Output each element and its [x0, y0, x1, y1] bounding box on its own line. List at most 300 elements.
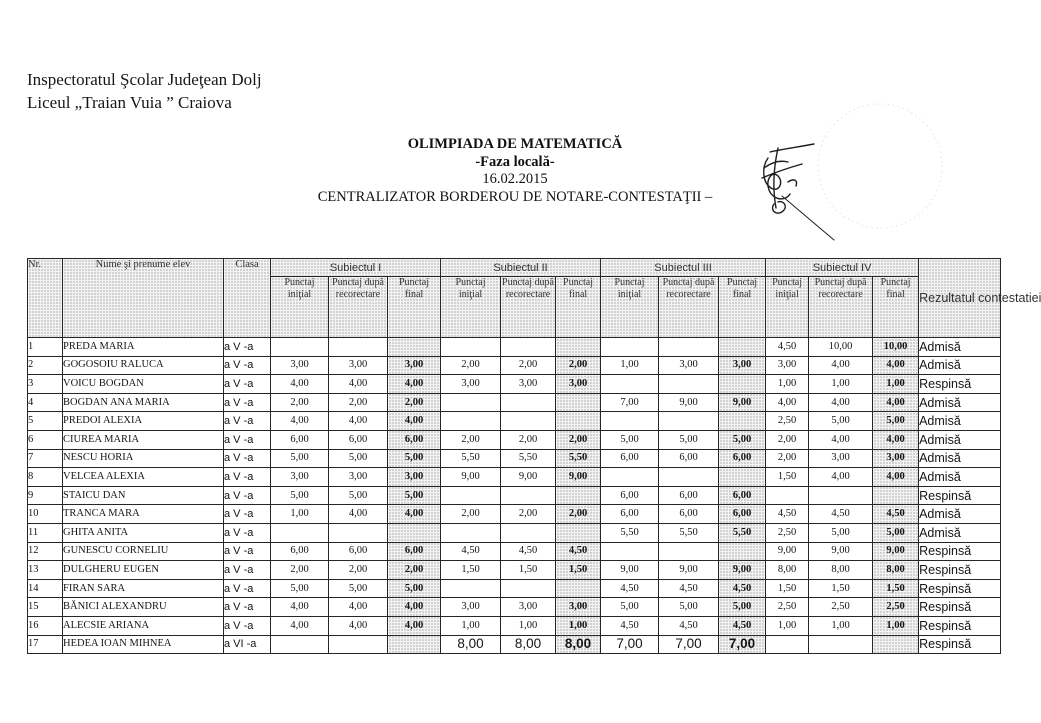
- student-name: DULGHERU EUGEN: [63, 561, 224, 580]
- appeal-result: Admisă: [919, 505, 1001, 524]
- class-level: a V -a: [224, 561, 271, 580]
- class-level: a V -a: [224, 393, 271, 412]
- subject-3-initial-score: [601, 375, 659, 394]
- subject-4-final-score: 2,50: [873, 598, 919, 617]
- subject-1-initial-score: 5,00: [271, 486, 329, 505]
- document-title: [255, 136, 775, 207]
- subject-2-final-score: 8,00: [556, 635, 601, 654]
- subject-3-final-score: 6,00: [719, 449, 766, 468]
- row-number: 2: [28, 356, 63, 375]
- subject-3-recorrected-score: [659, 542, 719, 561]
- subject-2-initial-score: [441, 338, 501, 357]
- subject-2-final-score: 5,50: [556, 449, 601, 468]
- subject-1-final-score: 4,00: [388, 412, 441, 431]
- subject-3-final-score: 5,00: [719, 598, 766, 617]
- subject-3-initial-score: [601, 468, 659, 487]
- appeal-result: Admisă: [919, 338, 1001, 357]
- competition-phase: -Faza locală-: [475, 153, 555, 170]
- subject-2-initial-score: [441, 579, 501, 598]
- subject-3-recorrected-score: 6,00: [659, 486, 719, 505]
- subject-3-final-score: 6,00: [719, 486, 766, 505]
- subject-1-initial-score: 2,00: [271, 393, 329, 412]
- row-number: 8: [28, 468, 63, 487]
- subject-3-recorrected-score: [659, 338, 719, 357]
- table-row: [28, 542, 1001, 561]
- row-number: 17: [28, 635, 63, 654]
- student-name: PREDA MARIA: [63, 338, 224, 357]
- subject-4-initial-score: [766, 486, 809, 505]
- class-level: a V -a: [224, 356, 271, 375]
- header-line: Punctaj după: [502, 277, 554, 288]
- subject-4-initial-score: 1,50: [766, 468, 809, 487]
- subject-1-final-score: 5,00: [388, 579, 441, 598]
- student-name: GUNESCU CORNELIU: [63, 542, 224, 561]
- class-level: a V -a: [224, 598, 271, 617]
- subject-3-recorrected-score: 4,50: [659, 616, 719, 635]
- subject-4-final-score: [873, 635, 919, 654]
- subject-1-final-score: 4,00: [388, 375, 441, 394]
- table-row: [28, 412, 1001, 431]
- subject-2-final-score: [556, 338, 601, 357]
- subject-2-recorrected-score: [501, 486, 556, 505]
- handwritten-signature: [748, 138, 840, 244]
- student-name: GHITA ANITA: [63, 523, 224, 542]
- row-number: 4: [28, 393, 63, 412]
- subject-4-initial-score: 8,00: [766, 561, 809, 580]
- row-number: 13: [28, 561, 63, 580]
- student-name: VOICU BOGDAN: [63, 375, 224, 394]
- row-number: 5: [28, 412, 63, 431]
- subject-4-initial-score: 4,50: [766, 505, 809, 524]
- score-table: [27, 258, 1041, 654]
- subject-2-initial-score: 5,50: [441, 449, 501, 468]
- subject-1-initial-score: 5,00: [271, 449, 329, 468]
- subject-4-recorrected-score: 10,00: [809, 338, 873, 357]
- appeal-result: Respinsă: [919, 579, 1001, 598]
- subject-1-recorrected-score: 2,00: [329, 561, 388, 580]
- subject-3-initial-score: 9,00: [601, 561, 659, 580]
- subject-2-recorrected-score: 1,00: [501, 616, 556, 635]
- subject-1-final-score: 2,00: [388, 393, 441, 412]
- subject-1-recorrected-score: 4,00: [329, 598, 388, 617]
- subject-1-initial-score: 2,00: [271, 561, 329, 580]
- subject-2-initial-score: 3,00: [441, 375, 501, 394]
- header-line: Punctaj: [284, 277, 315, 288]
- student-name: STAICU DAN: [63, 486, 224, 505]
- subject-4-final-score: 5,00: [873, 523, 919, 542]
- class-level: a V -a: [224, 616, 271, 635]
- class-level: a V -a: [224, 375, 271, 394]
- subject-3-initial-score: 6,00: [601, 449, 659, 468]
- appeal-result: Admisă: [919, 468, 1001, 487]
- subject-2-final-score: [556, 523, 601, 542]
- school-name: Liceul „Traian Vuia ” Craiova: [27, 93, 232, 112]
- subject-1-final-score: 5,00: [388, 449, 441, 468]
- subject-4-initial-score: 1,00: [766, 375, 809, 394]
- subject-2-recorrected-score: 2,00: [501, 505, 556, 524]
- class-level: a V -a: [224, 338, 271, 357]
- header-line: Punctaj: [880, 277, 911, 288]
- subject-1-final-score: 6,00: [388, 542, 441, 561]
- subject-1-initial-score: 6,00: [271, 430, 329, 449]
- header-line: iniţial: [287, 289, 312, 300]
- subject-4-initial-score: 1,50: [766, 579, 809, 598]
- appeal-result: Admisă: [919, 449, 1001, 468]
- header-line: Punctaj: [563, 277, 594, 288]
- subject-3-final-score: [719, 412, 766, 431]
- subject-1-recorrected-score: 6,00: [329, 430, 388, 449]
- subject-2-initial-score: 1,50: [441, 561, 501, 580]
- subject-4-recorrected-score: 8,00: [809, 561, 873, 580]
- subject-2-final-score: [556, 412, 601, 431]
- subject-4-recorrected-score: 1,00: [809, 375, 873, 394]
- header-subject-1-final: [388, 277, 441, 338]
- header-line: iniţial: [458, 289, 483, 300]
- subject-2-final-score: 1,50: [556, 561, 601, 580]
- header-line: final: [404, 289, 424, 300]
- header-line: iniţial: [617, 289, 642, 300]
- subject-4-final-score: 9,00: [873, 542, 919, 561]
- table-row: [28, 523, 1001, 542]
- subject-4-recorrected-score: 4,50: [809, 505, 873, 524]
- subject-1-recorrected-score: [329, 635, 388, 654]
- header-subject-2-initial: [441, 277, 501, 338]
- header-line: Punctaj: [727, 277, 758, 288]
- subject-4-initial-score: 4,50: [766, 338, 809, 357]
- subject-3-final-score: 6,00: [719, 505, 766, 524]
- subject-2-initial-score: 2,00: [441, 505, 501, 524]
- subject-4-final-score: 3,00: [873, 449, 919, 468]
- subject-1-final-score: 3,00: [388, 356, 441, 375]
- competition-title: OLIMPIADA DE MATEMATICĂ: [407, 136, 623, 152]
- header-subject-3-initial: [601, 277, 659, 338]
- subject-1-recorrected-score: 3,00: [329, 356, 388, 375]
- subject-2-initial-score: 3,00: [441, 598, 501, 617]
- table-row: [28, 430, 1001, 449]
- row-number: 1: [28, 338, 63, 357]
- subject-2-recorrected-score: 9,00: [501, 468, 556, 487]
- document-name: CENTRALIZATOR BORDEROU DE NOTARE-CONTESTAŢII –: [317, 189, 713, 206]
- header-line: final: [886, 289, 905, 300]
- header-nr: Nr.: [28, 259, 63, 338]
- header-line: recorectare: [666, 289, 711, 300]
- subject-1-recorrected-score: 4,00: [329, 616, 388, 635]
- subject-3-initial-score: 5,00: [601, 598, 659, 617]
- subject-3-final-score: [719, 375, 766, 394]
- header-line: Punctaj: [399, 277, 429, 288]
- row-number: 3: [28, 375, 63, 394]
- table-row: [28, 579, 1001, 598]
- header-subject-4-final: [873, 277, 919, 338]
- row-number: 15: [28, 598, 63, 617]
- subject-2-initial-score: 1,00: [441, 616, 501, 635]
- subject-2-final-score: 3,00: [556, 598, 601, 617]
- student-name: HEDEA IOAN MIHNEA: [63, 635, 224, 654]
- subject-1-final-score: 5,00: [388, 486, 441, 505]
- header-line: Punctaj: [455, 277, 486, 288]
- header-class: Clasa: [224, 259, 271, 338]
- subject-2-recorrected-score: [501, 523, 556, 542]
- student-name: BĂNICI ALEXANDRU: [63, 598, 224, 617]
- subject-4-recorrected-score: 1,50: [809, 579, 873, 598]
- class-level: a V -a: [224, 523, 271, 542]
- subject-1-initial-score: 4,00: [271, 412, 329, 431]
- subject-4-initial-score: [766, 635, 809, 654]
- subject-3-final-score: [719, 468, 766, 487]
- appeal-result: Respinsă: [919, 486, 1001, 505]
- subject-1-recorrected-score: 4,00: [329, 375, 388, 394]
- subject-3-initial-score: 4,50: [601, 579, 659, 598]
- student-name: ALECSIE ARIANA: [63, 616, 224, 635]
- student-name: BOGDAN ANA MARIA: [63, 393, 224, 412]
- subject-4-final-score: 10,00: [873, 338, 919, 357]
- class-level: a V -a: [224, 468, 271, 487]
- subject-1-final-score: 4,00: [388, 616, 441, 635]
- subject-3-initial-score: 7,00: [601, 393, 659, 412]
- subject-1-recorrected-score: 6,00: [329, 542, 388, 561]
- subject-3-initial-score: [601, 412, 659, 431]
- subject-3-final-score: 3,00: [719, 356, 766, 375]
- table-row: [28, 561, 1001, 580]
- subject-2-final-score: 1,00: [556, 616, 601, 635]
- subject-3-initial-score: 6,00: [601, 505, 659, 524]
- class-level: a V -a: [224, 542, 271, 561]
- subject-4-recorrected-score: [809, 635, 873, 654]
- subject-1-initial-score: [271, 523, 329, 542]
- student-name: TRANCA MARA: [63, 505, 224, 524]
- subject-1-initial-score: 4,00: [271, 598, 329, 617]
- subject-2-recorrected-score: 2,00: [501, 356, 556, 375]
- appeal-result: Respinsă: [919, 635, 1001, 654]
- subject-2-final-score: [556, 486, 601, 505]
- class-level: a V -a: [224, 505, 271, 524]
- subject-3-recorrected-score: 6,00: [659, 449, 719, 468]
- table-row: [28, 375, 1001, 394]
- subject-1-final-score: [388, 635, 441, 654]
- subject-3-final-score: 5,50: [719, 523, 766, 542]
- subject-4-recorrected-score: 2,50: [809, 598, 873, 617]
- subject-3-recorrected-score: 5,00: [659, 430, 719, 449]
- subject-3-final-score: 4,50: [719, 616, 766, 635]
- row-number: 9: [28, 486, 63, 505]
- subject-2-initial-score: [441, 523, 501, 542]
- subject-1-final-score: 3,00: [388, 468, 441, 487]
- subject-3-final-score: [719, 542, 766, 561]
- subject-4-initial-score: 2,00: [766, 430, 809, 449]
- subject-3-recorrected-score: [659, 412, 719, 431]
- subject-2-recorrected-score: [501, 338, 556, 357]
- subject-1-initial-score: [271, 338, 329, 357]
- appeal-result: Respinsă: [919, 616, 1001, 635]
- subject-3-initial-score: 1,00: [601, 356, 659, 375]
- subject-2-initial-score: [441, 486, 501, 505]
- subject-2-recorrected-score: 4,50: [501, 542, 556, 561]
- subject-4-final-score: [873, 486, 919, 505]
- header-subject-1-recorrected: [329, 277, 388, 338]
- appeal-result: Admisă: [919, 356, 1001, 375]
- row-number: 7: [28, 449, 63, 468]
- header-subject-3: Subiectul III: [601, 259, 766, 277]
- subject-4-initial-score: 4,00: [766, 393, 809, 412]
- subject-4-initial-score: 2,50: [766, 412, 809, 431]
- subject-4-final-score: 4,00: [873, 430, 919, 449]
- subject-4-final-score: 8,00: [873, 561, 919, 580]
- subject-3-initial-score: [601, 338, 659, 357]
- subject-2-final-score: [556, 579, 601, 598]
- subject-4-final-score: 4,00: [873, 393, 919, 412]
- subject-1-recorrected-score: [329, 523, 388, 542]
- subject-1-initial-score: 6,00: [271, 542, 329, 561]
- row-number: 12: [28, 542, 63, 561]
- subject-3-final-score: 7,00: [719, 635, 766, 654]
- subject-2-recorrected-score: 3,00: [501, 598, 556, 617]
- subject-2-recorrected-score: [501, 393, 556, 412]
- header-subject-1: Subiectul I: [271, 259, 441, 277]
- table-row: [28, 616, 1001, 635]
- subject-2-final-score: 3,00: [556, 375, 601, 394]
- subject-1-recorrected-score: 5,00: [329, 486, 388, 505]
- subject-4-initial-score: 2,50: [766, 523, 809, 542]
- subject-2-recorrected-score: 1,50: [501, 561, 556, 580]
- subject-4-initial-score: 3,00: [766, 356, 809, 375]
- appeal-result: Admisă: [919, 412, 1001, 431]
- subject-2-final-score: [556, 393, 601, 412]
- subject-3-recorrected-score: 9,00: [659, 561, 719, 580]
- subject-1-initial-score: 3,00: [271, 356, 329, 375]
- subject-4-final-score: 1,00: [873, 375, 919, 394]
- row-number: 11: [28, 523, 63, 542]
- subject-1-recorrected-score: [329, 338, 388, 357]
- subject-3-recorrected-score: 4,50: [659, 579, 719, 598]
- subject-3-recorrected-score: 3,00: [659, 356, 719, 375]
- subject-3-final-score: [719, 338, 766, 357]
- subject-3-final-score: 5,00: [719, 430, 766, 449]
- subject-3-initial-score: 5,00: [601, 430, 659, 449]
- subject-3-initial-score: [601, 542, 659, 561]
- subject-4-recorrected-score: 9,00: [809, 542, 873, 561]
- row-number: 14: [28, 579, 63, 598]
- subject-2-recorrected-score: 3,00: [501, 375, 556, 394]
- row-number: 16: [28, 616, 63, 635]
- subject-3-recorrected-score: 7,00: [659, 635, 719, 654]
- subject-3-initial-score: 4,50: [601, 616, 659, 635]
- subject-4-recorrected-score: 3,00: [809, 449, 873, 468]
- subject-4-final-score: 5,00: [873, 412, 919, 431]
- subject-3-final-score: 4,50: [719, 579, 766, 598]
- class-level: a V -a: [224, 486, 271, 505]
- subject-4-recorrected-score: 4,00: [809, 393, 873, 412]
- subject-2-recorrected-score: 5,50: [501, 449, 556, 468]
- row-number: 6: [28, 430, 63, 449]
- student-name: PREDOI ALEXIA: [63, 412, 224, 431]
- subject-2-final-score: 2,00: [556, 430, 601, 449]
- subject-2-initial-score: [441, 412, 501, 431]
- header-subject-4-recorrected: [809, 277, 873, 338]
- appeal-result: Admisă: [919, 393, 1001, 412]
- subject-4-recorrected-score: 4,00: [809, 356, 873, 375]
- appeal-result: Admisă: [919, 523, 1001, 542]
- header-subject-3-recorrected: [659, 277, 719, 338]
- header-subject-3-final: [719, 277, 766, 338]
- subject-4-recorrected-score: 4,00: [809, 468, 873, 487]
- header-appeal-result: Rezultatul contestatiei: [919, 259, 1001, 338]
- header-row: [28, 259, 1001, 277]
- appeal-result: Respinsă: [919, 542, 1001, 561]
- table-row: [28, 468, 1001, 487]
- subject-4-recorrected-score: 1,00: [809, 616, 873, 635]
- subject-1-final-score: 4,00: [388, 598, 441, 617]
- subject-1-initial-score: 1,00: [271, 505, 329, 524]
- document-header: [27, 68, 262, 114]
- subject-2-recorrected-score: [501, 412, 556, 431]
- table-row: [28, 505, 1001, 524]
- subject-3-recorrected-score: [659, 468, 719, 487]
- header-line: Punctaj după: [662, 277, 715, 288]
- table-row: [28, 486, 1001, 505]
- subject-4-final-score: 4,00: [873, 468, 919, 487]
- subject-3-recorrected-score: 5,50: [659, 523, 719, 542]
- subject-1-recorrected-score: 5,00: [329, 579, 388, 598]
- subject-3-recorrected-score: 6,00: [659, 505, 719, 524]
- appeal-result: Respinsă: [919, 598, 1001, 617]
- header-student-name: Nume şi prenume elev: [63, 259, 224, 338]
- table-row: [28, 393, 1001, 412]
- subject-3-initial-score: 7,00: [601, 635, 659, 654]
- subject-2-initial-score: [441, 393, 501, 412]
- subject-1-recorrected-score: 4,00: [329, 412, 388, 431]
- subject-2-recorrected-score: 2,00: [501, 430, 556, 449]
- subject-3-recorrected-score: [659, 375, 719, 394]
- student-name: NESCU HORIA: [63, 449, 224, 468]
- subject-3-final-score: 9,00: [719, 561, 766, 580]
- subject-1-recorrected-score: 4,00: [329, 505, 388, 524]
- class-level: a V -a: [224, 430, 271, 449]
- subject-1-recorrected-score: 2,00: [329, 393, 388, 412]
- header-line: Punctaj după: [332, 277, 384, 288]
- student-name: VELCEA ALEXIA: [63, 468, 224, 487]
- row-number: 10: [28, 505, 63, 524]
- table-row: [28, 598, 1001, 617]
- header-line: Punctaj: [614, 277, 645, 288]
- subject-2-initial-score: 2,00: [441, 356, 501, 375]
- student-name: CIUREA MARIA: [63, 430, 224, 449]
- subject-1-initial-score: 4,00: [271, 616, 329, 635]
- header-line: recorectare: [505, 289, 551, 300]
- table-row: [28, 338, 1001, 357]
- student-name: GOGOSOIU RALUCA: [63, 356, 224, 375]
- institution-name: Inspectoratul Şcolar Judeţean Dolj: [27, 70, 262, 89]
- subject-1-initial-score: 3,00: [271, 468, 329, 487]
- header-line: final: [568, 289, 588, 300]
- subject-1-initial-score: 5,00: [271, 579, 329, 598]
- header-subject-4: Subiectul IV: [766, 259, 919, 277]
- subject-1-final-score: 4,00: [388, 505, 441, 524]
- table-row: [28, 356, 1001, 375]
- header-subject-1-initial: [271, 277, 329, 338]
- subject-4-recorrected-score: 5,00: [809, 412, 873, 431]
- header-line: iniţial: [775, 289, 799, 300]
- header-subject-2-recorrected: [501, 277, 556, 338]
- subject-1-final-score: 2,00: [388, 561, 441, 580]
- subject-1-recorrected-score: 5,00: [329, 449, 388, 468]
- subject-1-recorrected-score: 3,00: [329, 468, 388, 487]
- competition-date: 16.02.2015: [482, 171, 548, 188]
- appeal-result: Admisă: [919, 430, 1001, 449]
- subject-4-recorrected-score: [809, 486, 873, 505]
- appeal-result: Respinsă: [919, 561, 1001, 580]
- score-table-body: [28, 338, 1001, 654]
- subject-3-recorrected-score: 9,00: [659, 393, 719, 412]
